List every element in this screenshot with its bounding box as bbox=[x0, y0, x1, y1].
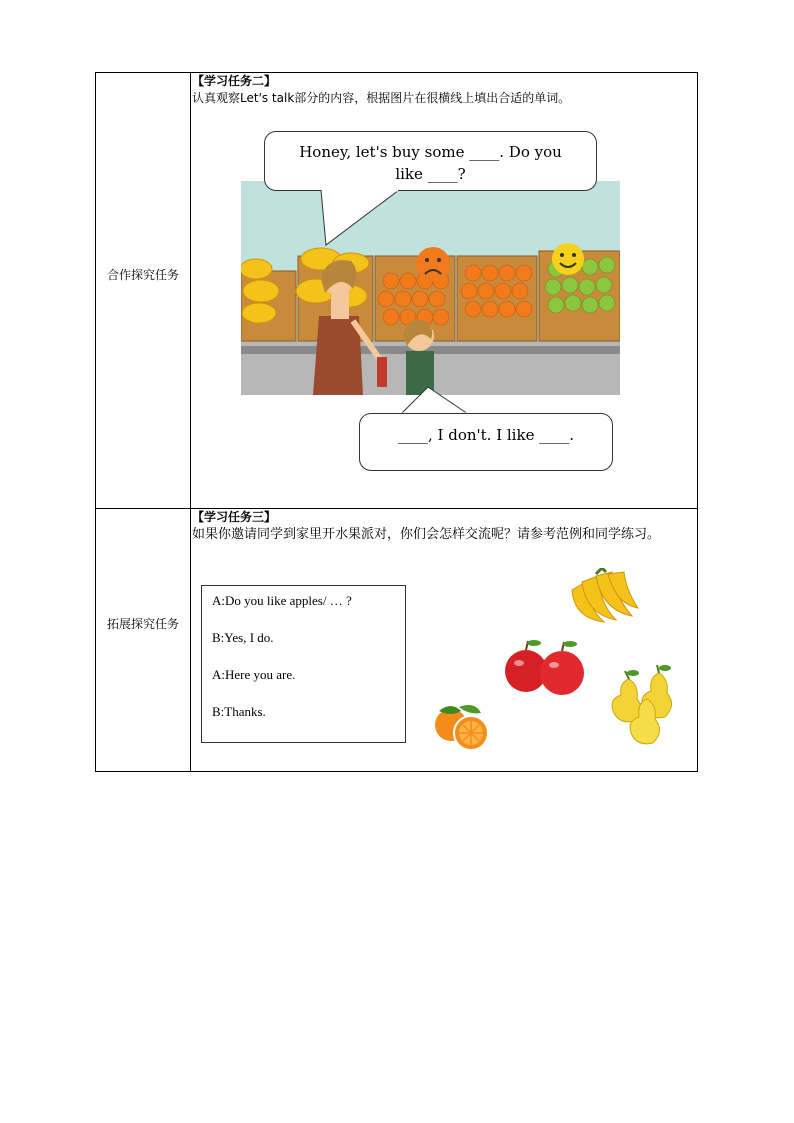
banana-bunch-icon bbox=[568, 568, 640, 626]
pears-icon bbox=[609, 665, 679, 751]
dialog-line: A:Here you are. bbox=[212, 667, 296, 682]
task-two-instruction: 认真观察Let's talk部分的内容，根据图片在很横线上填出合适的单词。 bbox=[192, 91, 571, 105]
sad-face-icon bbox=[416, 247, 450, 281]
speech-bubble-bottom bbox=[359, 413, 613, 471]
row-label-cooperative: 合作探究任务 bbox=[106, 268, 179, 282]
speech-bubble-top bbox=[264, 131, 597, 191]
task-table bbox=[95, 72, 698, 772]
oranges-icon bbox=[431, 699, 495, 753]
girl-figure bbox=[403, 320, 434, 395]
speech-bubble-top-tail bbox=[311, 189, 406, 247]
dialog-line: B:Thanks. bbox=[212, 704, 266, 719]
apples-icon bbox=[504, 635, 588, 697]
speech-bubble-bottom-text: ____, I don't. I like ____. bbox=[397, 426, 574, 444]
row-divider bbox=[96, 508, 697, 509]
sample-dialog-box bbox=[201, 585, 406, 743]
task-three-instruction: 如果你邀请同学到家里开水果派对，你们会怎样交流呢？请参考范例和同学练习。 bbox=[192, 527, 661, 542]
speech-bubble-bottom-tail bbox=[396, 385, 486, 415]
column-divider bbox=[190, 73, 191, 771]
task-title-two: 【学习任务二】 bbox=[192, 74, 277, 88]
task-title-three: 【学习任务三】 bbox=[192, 510, 277, 524]
dialog-line: B:Yes, I do. bbox=[212, 630, 274, 645]
dialog-line: A:Do you like apples/ … ? bbox=[212, 593, 352, 608]
speech-bubble-top-text: Honey, let's buy some ____. Do you like ____? bbox=[299, 143, 562, 183]
happy-face-icon bbox=[552, 243, 584, 275]
row-label-extension: 拓展探究任务 bbox=[106, 617, 179, 631]
supermarket-illustration bbox=[241, 181, 620, 395]
